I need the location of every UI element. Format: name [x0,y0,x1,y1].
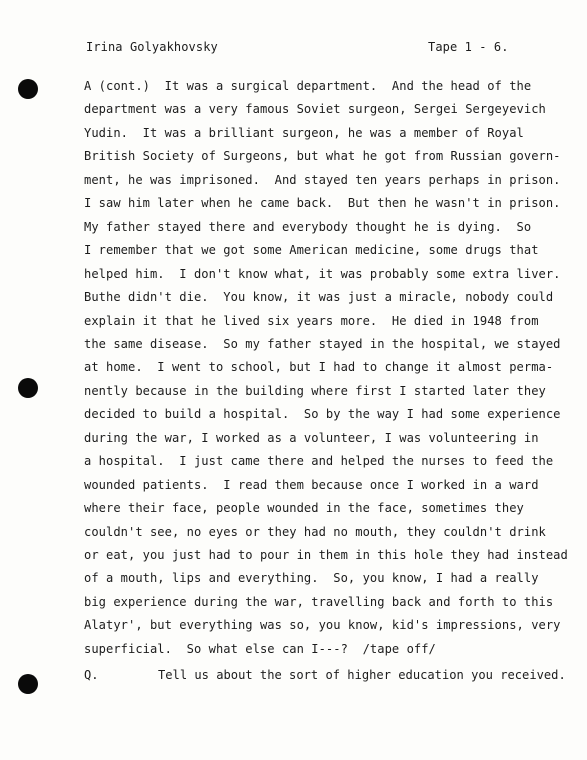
answer-line: of a mouth, lips and everything. So, you know, I had a really [84,571,539,586]
answer-line: a hospital. I just came there and helped the nurses to feed the [84,454,554,469]
question-label: Q. [84,668,99,682]
answer-line: big experience during the war, travelling back and forth to this [84,594,554,609]
answer-line: superficial. So what else can I---? /tape off/ [84,641,436,656]
punch-hole-middle [18,378,38,398]
answer-line: Yudin. It was a brilliant surgeon, he was a member of Royal [84,125,524,140]
answer-line: the same disease. So my father stayed in the hospital, we stayed [84,336,561,351]
answer-line: helped him. I don't know what, it was probably some extra liver. [84,266,561,281]
answer-line: couldn't see, no eyes or they had no mouth, they couldn't drink [84,524,546,539]
answer-line: during the war, I worked as a volunteer, I was volunteering in [84,430,539,445]
answer-line: wounded patients. I read them because once I worked in a ward [84,477,539,492]
answer-line: or eat, you just had to pour in them in this hole they had instead [84,548,568,562]
answer-line: at home. I went to school, but I had to change it almost perma- [84,360,554,375]
answer-line: A (cont.) It was a surgical department. And the head of the [84,79,532,93]
question-text: Tell us about the sort of higher education you received. [158,668,566,682]
answer-line: My father stayed there and everybody thought he is dying. So [84,219,532,234]
interviewee-name: Irina Golyakhovsky [86,40,218,54]
punch-hole-top [18,79,38,99]
answer-line: decided to build a hospital. So by the way I had some experience [84,407,561,422]
answer-line: British Society of Surgeons, but what he got from Russian govern- [84,149,561,164]
answer-line: nently because in the building where first I started later they [84,383,546,398]
punch-hole-bottom [18,674,38,694]
answer-line: ment, he was imprisoned. And stayed ten years perhaps in prison. [84,172,561,187]
answer-line: Alatyr', but everything was so, you know, kid's impressions, very [84,618,561,633]
answer-line: I saw him later when he came back. But then he wasn't in prison. [84,196,561,211]
answer-line: explain it that he lived six years more. He died in 1948 from [84,313,539,328]
answer-line: department was a very famous Soviet surgeon, Sergei Sergeyevich [84,102,546,117]
answer-line: Buthe didn't die. You know, it was just a miracle, nobody could [84,290,554,305]
tape-number: Tape 1 - 6. [428,40,509,54]
answer-line: I remember that we got some American medicine, some drugs that [84,243,539,258]
answer-line: where their face, people wounded in the face, sometimes they [84,501,524,516]
